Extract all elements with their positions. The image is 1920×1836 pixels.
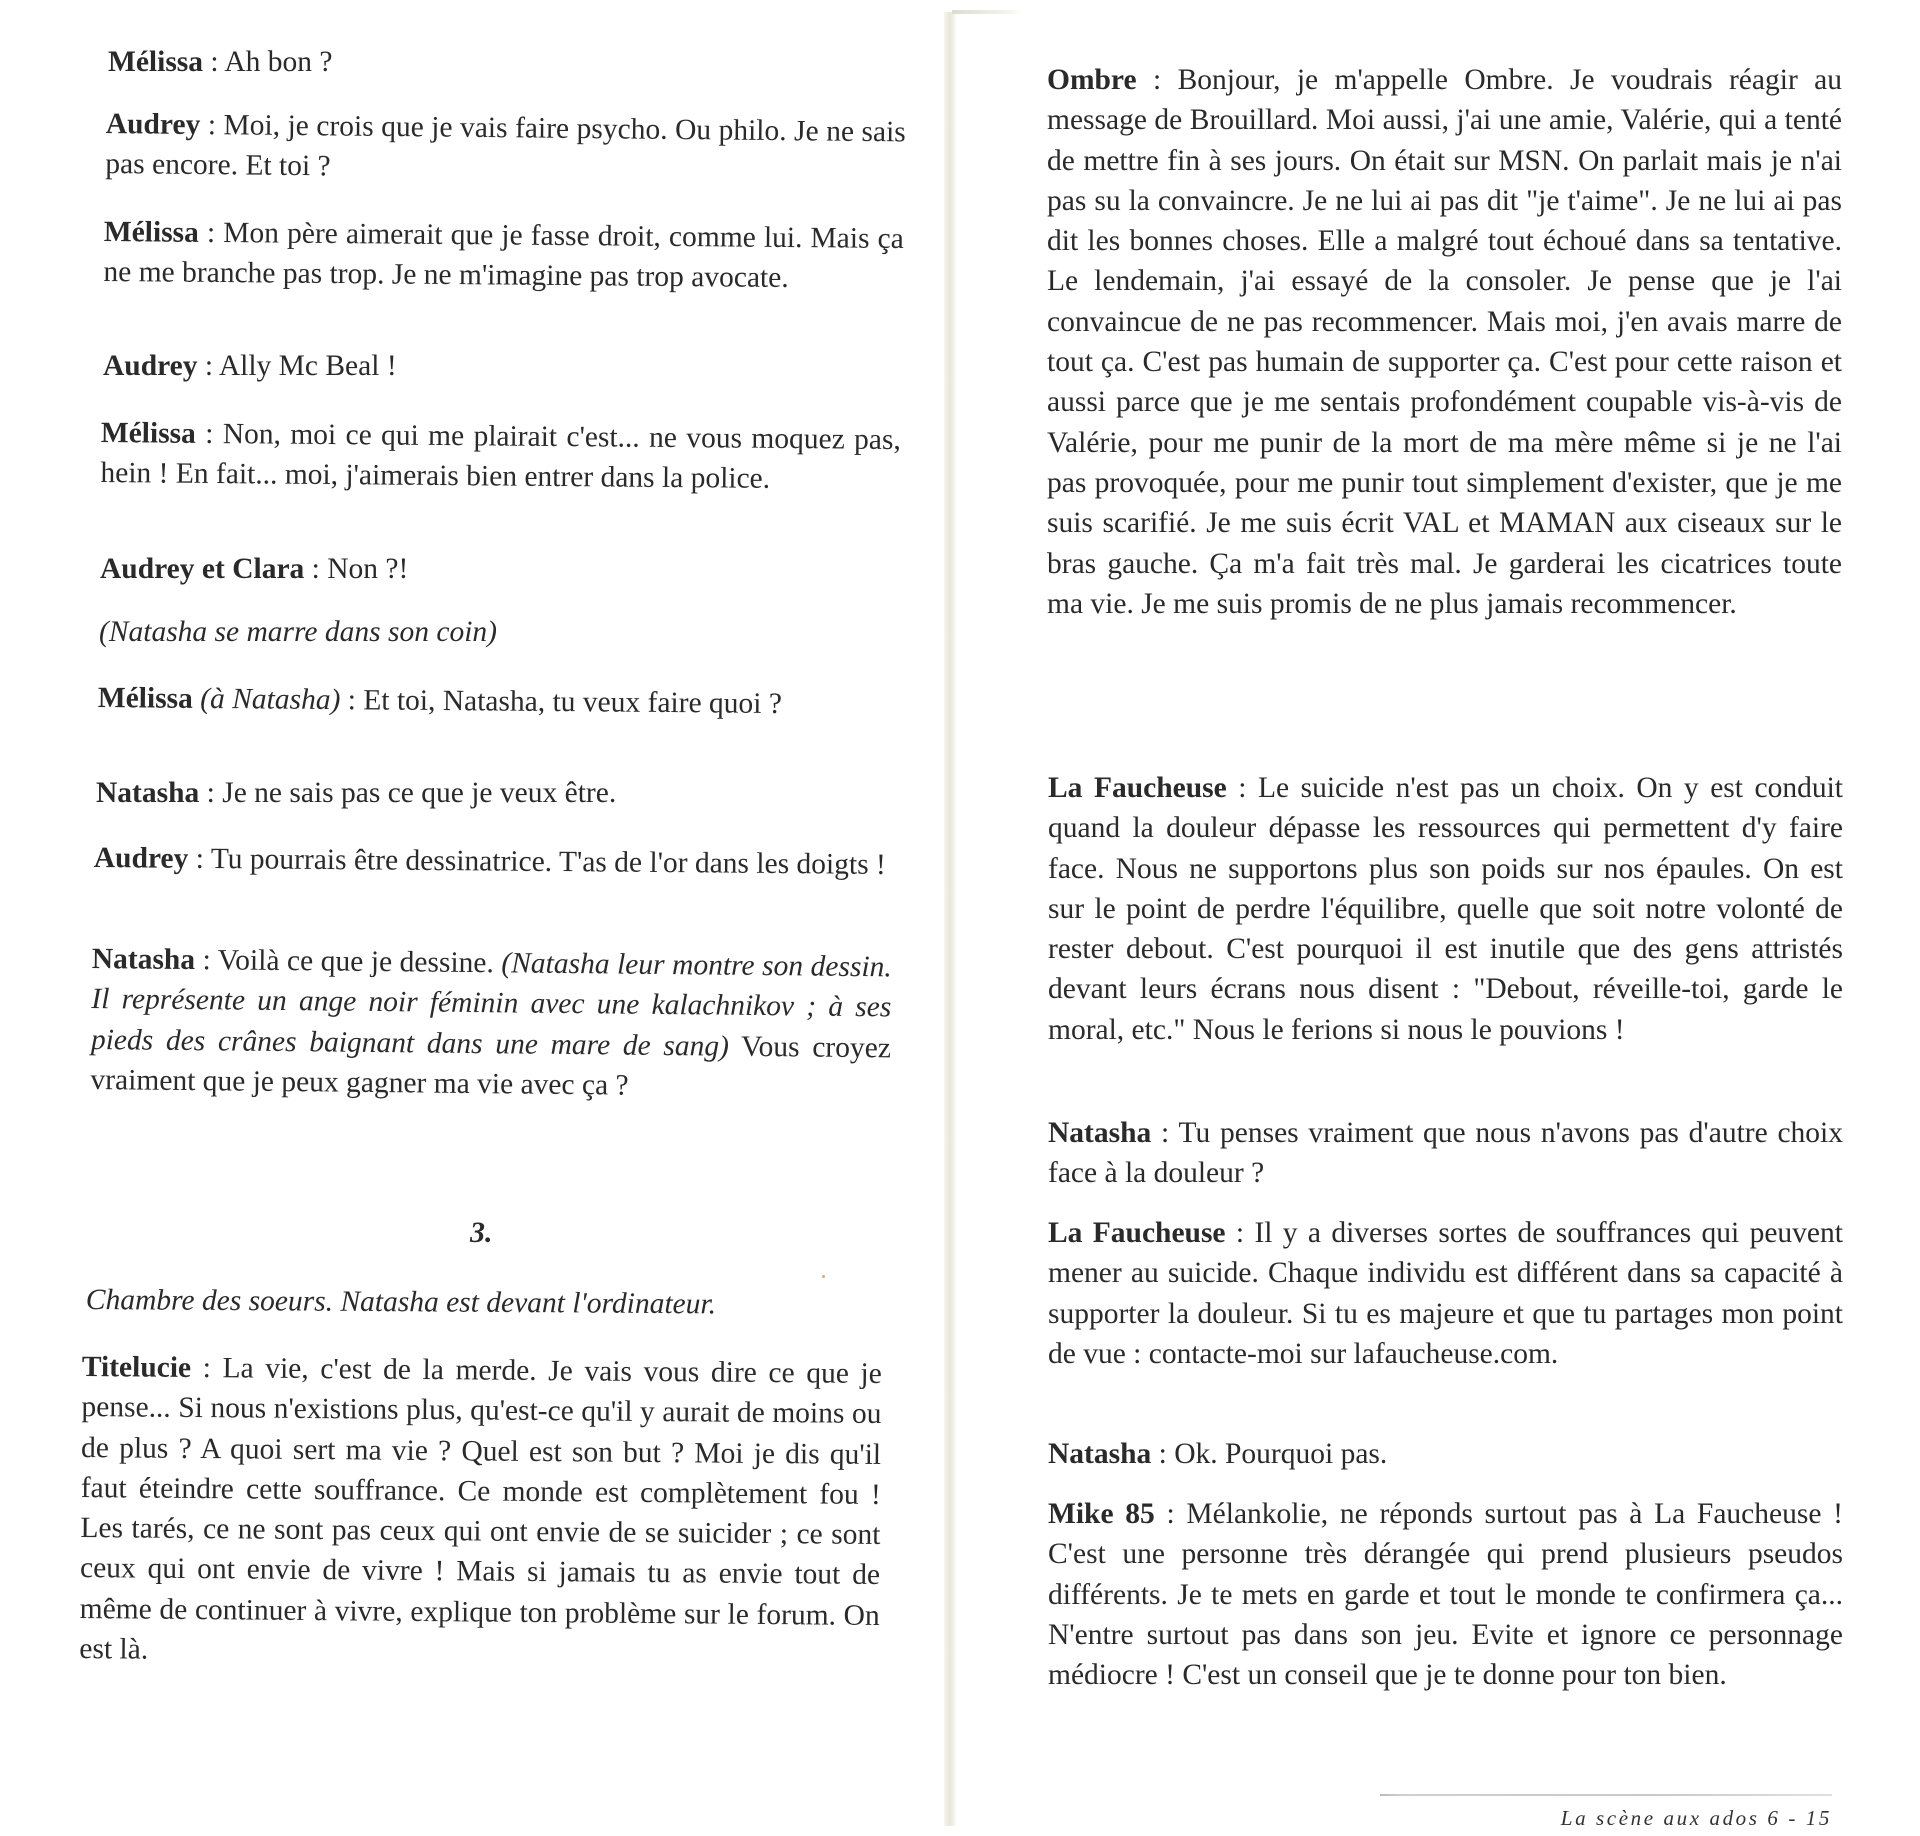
dialogue-text: La vie, c'est de la merde. Je vais vous dire ce que je pense... Si nous n'existions plus, qu'est-ce qu'il y aurait de moins ou de plus ? A quoi sert ma vie ? Quel est son but ? Moi je dis qu'il faut éteindre cette souffrance. Ce monde est complètement fou ! Les tarés, ce ne sont pas ceux qui ont envie de se suicider ; ce sont ceux qui ont envie de vivre ! Mais si jamais tu as envie tout de même de continuer à vivre, explique ton problème sur le forum. On est là. — [79, 1352, 882, 1666]
speaker-name: La Faucheuse — [1048, 772, 1227, 804]
right-page — [955, 0, 1920, 1836]
dialogue-line: Audrey : Moi, je crois que je vais faire psycho. Ou philo. Je ne sais pas encore. Et toi ? — [105, 107, 906, 183]
speaker-name: Natasha — [91, 942, 196, 977]
speaker-name: Natasha — [1048, 1438, 1152, 1470]
speaker-name: Audrey — [105, 107, 201, 141]
speaker-name: La Faucheuse — [1048, 1217, 1226, 1249]
speaker-name: Titelucie — [81, 1350, 192, 1384]
speaker-name: Mélissa — [97, 681, 194, 715]
left-page — [0, 0, 945, 1836]
dialogue-text: Ah bon ? — [224, 46, 333, 78]
dialogue-line: La Faucheuse : Il y a diverses sortes de souffrances qui peuvent mener au suicide. Chaque individu est différent dans sa capacité à supporter la douleur. Si tu es majeure et que tu partages mon point de vue : contacte-moi sur lafaucheuse.com. — [1048, 1217, 1843, 1370]
speaker-name: Natasha — [1048, 1117, 1152, 1149]
speaker-name: Mélissa — [100, 416, 197, 450]
speaker-name: Audrey — [93, 841, 189, 875]
dialogue-line: Natasha : Je ne sais pas ce que je veux être. — [96, 777, 617, 809]
speaker-name: Natasha — [96, 777, 200, 809]
dialogue-line: Ombre : Bonjour, je m'appelle Ombre. Je voudrais réagir au message de Brouillard. Moi aussi, j'ai une amie, Valérie, qui a tenté de mettre fin à ses jours. On était sur MSN. On parlait mais je n'ai pas su la convaincre. Je ne lui ai pas dit "je t'aime". Je ne lui ai pas dit les bonnes choses. Elle a malgré tout échoué dans sa tentative. Le lendemain, j'ai essayé de la consoler. Je pense que je l'ai convaincue de ne pas recommencer. Mais moi, j'en avais marre de tout ça. C'est pas humain de supporter ça. C'est pour cette raison et aussi parce que je me sentais profondément coupable vis-à-vis de Valérie, pour me punir de la mort de ma mère même si je ne l'ai pas provoquée, pour me punir tout simplement d'exister, que je me suis scarifié. Je me suis écrit VAL et MAMAN aux ciseaux sur le bras gauche. Ça m'a fait très mal. Je garderai les cicatrices toute ma vie. Je me suis promis de ne plus jamais recommencer. — [1047, 64, 1842, 620]
dialogue-text: Moi, je crois que je vais faire psycho. Ou philo. Je ne sais pas encore. Et toi ? — [105, 109, 906, 183]
aside: (à Natasha) — [200, 682, 341, 717]
speaker-name: Mike 85 — [1048, 1498, 1155, 1530]
dialogue-text: Vous croyez vraiment que je peux gagner ma vie avec ça ? — [90, 1030, 892, 1102]
scene-setting: Chambre des soeurs. Natasha est devant l'ordinateur. — [85, 1283, 717, 1321]
dialogue-text: Voilà ce que je dessine. — [217, 944, 502, 980]
scene-number: 3. — [470, 1216, 493, 1249]
speaker-name: Mélissa — [108, 46, 204, 78]
dialogue-text: Bonjour, je m'appelle Ombre. Je voudrais réagir au message de Brouillard. Moi aussi, j'ai une amie, Valérie, qui a tenté de mettre fin à ses jours. On était sur MSN. On parlait mais je n'ai pas su la convaincre. Je ne lui ai pas dit "je t'aime". Je ne lui ai pas dit les bonnes choses. Elle a malgré tout échoué dans sa tentative. Le lendemain, j'ai essayé de la consoler. Je pense que je l'ai convaincue de ne pas recommencer. Mais moi, j'en avais marre de tout ça. C'est pas humain de supporter ça. C'est pour cette raison et aussi parce que je me sentais profondément coupable vis-à-vis de Valérie, pour me punir de la mort de ma mère même si je ne l'ai pas provoquée, pour me punir tout simplement d'exister, que je me suis scarifié. Je me suis écrit VAL et MAMAN aux ciseaux sur le bras gauche. Ça m'a fait très mal. Je garderai les cicatrices toute ma vie. Je me suis promis de ne plus jamais recommencer. — [1047, 64, 1842, 620]
dialogue-line: Audrey et Clara : Non ?! — [100, 553, 409, 585]
dialogue-text: Tu pourrais être dessinatrice. T'as de l'or dans les doigts ! — [210, 843, 886, 881]
dialogue-line: Mélissa : Mon père aimerait que je fasse droit, comme lui. Mais ça ne me branche pas trop. Je ne m'imagine pas trop avocate. — [103, 215, 904, 295]
dialogue-line: Mélissa : Non, moi ce qui me plairait c'est... ne vous moquez pas, hein ! En fait... moi, j'aimerais bien entrer dans la police. — [100, 416, 901, 496]
dialogue-text: Tu penses vraiment que nous n'avons pas d'autre choix face à la douleur ? — [1048, 1117, 1843, 1190]
dialogue-line: Natasha : Tu penses vraiment que nous n'avons pas d'autre choix face à la douleur ? — [1048, 1117, 1843, 1190]
speaker-name: Audrey — [103, 350, 198, 382]
dialogue-text: Le suicide n'est pas un choix. On y est conduit quand la douleur dépasse les ressources qui permettent d'y faire face. Nous ne supportons plus son poids sur nos épaules. On est sur le point de perdre l'équilibre, quelle que soit notre volonté de rester debout. C'est pourquoi il est inutile que des gens attristés devant leurs écrans nous disent : "Debout, réveille-toi, garde le moral, etc." Nous le ferions si nous le pouvions ! — [1048, 772, 1843, 1046]
dialogue-text: Et toi, Natasha, tu veux faire quoi ? — [363, 684, 783, 720]
dialogue-text: Mon père aimerait que je fasse droit, comme lui. Mais ça ne me branche pas trop. Je ne m'imagine pas trop avocate. — [103, 217, 904, 295]
dialogue-line: Natasha : Voilà ce que je dessine. (Natasha leur montre son dessin. Il représente un ange noir féminin avec une kalachnikov ; à ses pieds des crânes baignant dans une mare de sang) Vous croyez vraiment que je peux gagner ma vie avec ça ? — [90, 942, 892, 1102]
speaker-name: Audrey et Clara — [100, 553, 305, 585]
dialogue-line: La Faucheuse : Le suicide n'est pas un choix. On y est conduit quand la douleur dépasse les ressources qui permettent d'y faire face. Nous ne supportons plus son poids sur nos épaules. On est sur le point de perdre l'équilibre, quelle que soit notre volonté de rester debout. C'est pourquoi il est inutile que des gens attristés devant leurs écrans nous disent : "Debout, réveille-toi, garde le moral, etc." Nous le ferions si nous le pouvions ! — [1048, 772, 1843, 1046]
dialogue-text: Ok. Pourquoi pas. — [1174, 1438, 1388, 1470]
dialogue-line: Mike 85 : Mélankolie, ne réponds surtout pas à La Faucheuse ! C'est une personne très dérangée qui prend plusieurs pseudos différents. Je te mets en garde et tout le monde te confirmera ça... N'entre surtout pas dans son jeu. Evite et ignore ce personnage médiocre ! C'est un conseil que je te donne pour ton bien. — [1048, 1498, 1843, 1692]
stage-direction-inline: (Natasha leur montre son dessin. Il représente un ange noir féminin avec une kalachnikov ; à ses pieds des crânes baignant dans une mare de sang) — [90, 947, 892, 1063]
speaker-name: Ombre — [1047, 64, 1137, 96]
footer-rule — [1380, 1794, 1832, 1796]
dialogue-text: Mélankolie, ne réponds surtout pas à La Faucheuse ! C'est une personne très dérangée qui prend plusieurs pseudos différents. Je te mets en garde et tout le monde te confirmera ça... N'entre surtout pas dans son jeu. Evite et ignore ce personnage médiocre ! C'est un conseil que je te donne pour ton bien. — [1048, 1498, 1843, 1692]
dialogue-text: Non ?! — [327, 553, 409, 585]
dialogue-line: Mélissa (à Natasha) : Et toi, Natasha, tu veux faire quoi ? — [97, 681, 783, 720]
speaker-name: Mélissa — [103, 215, 200, 249]
dialogue-text: Je ne sais pas ce que je veux être. — [222, 777, 617, 809]
page-footer: La scène aux ados 6 - 15 — [1560, 1806, 1832, 1830]
dialogue-line: Mélissa : Ah bon ? — [108, 46, 333, 78]
stage-direction: (Natasha se marre dans son coin) — [99, 616, 497, 648]
dialogue-line: Audrey : Tu pourrais être dessinatrice. T'as de l'or dans les doigts ! — [93, 841, 886, 881]
dialogue-line: Natasha : Ok. Pourquoi pas. — [1048, 1438, 1388, 1470]
dialogue-text: Ally Mc Beal ! — [218, 350, 397, 382]
dialogue-line: Titelucie : La vie, c'est de la merde. Je vais vous dire ce que je pense... Si nous n'existions plus, qu'est-ce qu'il y aurait de moins ou de plus ? A quoi sert ma vie ? Quel est son but ? Moi je dis qu'il faut éteindre cette souffrance. Ce monde est complètement fou ! Les tarés, ce ne sont pas ceux qui ont envie de se suicider ; ce sont ceux qui ont envie de vivre ! Mais si jamais tu as envie tout de même de continuer à vivre, explique ton problème sur le forum. On est là. — [79, 1350, 882, 1666]
dialogue-line: Audrey : Ally Mc Beal ! — [103, 350, 397, 382]
dialogue-text: Il y a diverses sortes de souffrances qui peuvent mener au suicide. Chaque individu est différent dans sa capacité à supporter la douleur. Si tu es majeure et que tu partages mon point de vue : contacte-moi sur lafaucheuse.com. — [1048, 1217, 1843, 1370]
dialogue-text: Non, moi ce qui me plairait c'est... ne vous moquez pas, hein ! En fait... moi, j'aimerais bien entrer dans la police. — [100, 418, 901, 496]
